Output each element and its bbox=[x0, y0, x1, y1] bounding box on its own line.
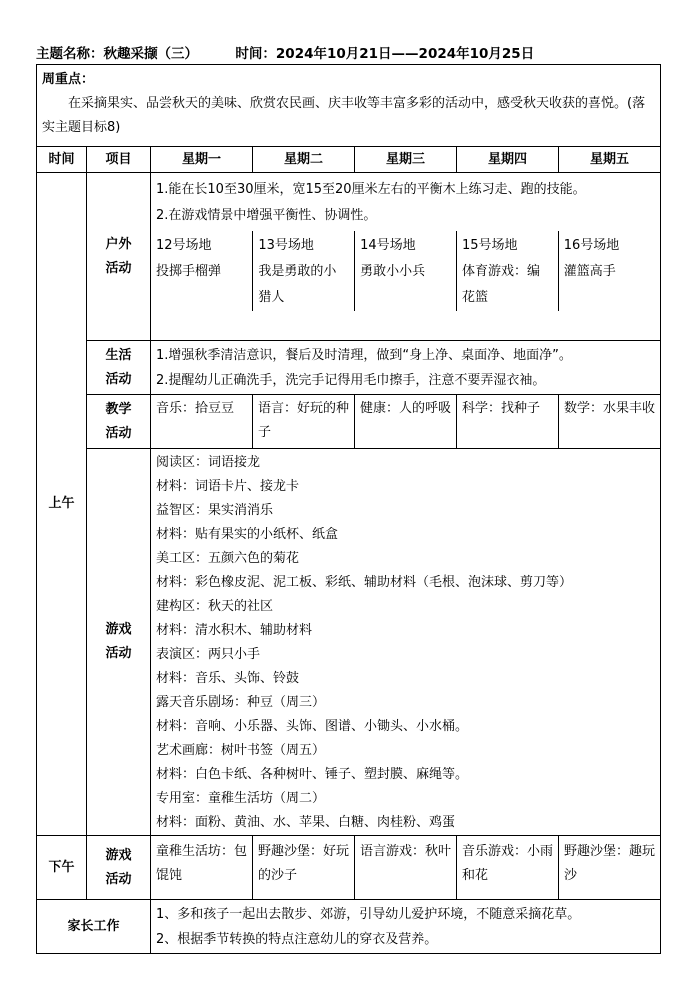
outdoor-thursday: 15号场地 体育游戏：编花篮 bbox=[456, 231, 558, 311]
afternoon-row bbox=[37, 836, 661, 900]
afternoon-wednesday: 语言游戏：秋叶 bbox=[355, 836, 457, 900]
theme-label: 主题名称： bbox=[36, 46, 104, 62]
time-label: 时间： bbox=[235, 46, 276, 62]
games-cell bbox=[151, 449, 661, 836]
time-value: 2024年10月21日——2024年10月25日 bbox=[275, 46, 535, 62]
focus-label: 周重点： bbox=[42, 72, 95, 87]
parents-line-1: 1、多和孩子一起出去散步、郊游，引导幼儿爱护环境，不随意采摘花草。 bbox=[156, 907, 581, 922]
focus-text: 在采摘果实、品尝秋天的美味、欣赏农民画、庆丰收等丰富多彩的活动中，感受秋天收获的喜悦。(落实主题目标8) bbox=[42, 96, 646, 135]
games-line: 阅读区：词语接龙 bbox=[156, 455, 261, 470]
column-header-row bbox=[37, 147, 661, 173]
teaching-tuesday: 语言：好玩的种子 bbox=[253, 395, 355, 449]
life-row bbox=[37, 341, 661, 395]
col-time: 时间 bbox=[37, 147, 87, 173]
outdoor-label-text: 户外活动 bbox=[105, 236, 132, 276]
afternoon-thursday: 音乐游戏：小雨和花 bbox=[457, 836, 559, 900]
focus-row bbox=[37, 65, 661, 147]
games-line: 材料：音响、小乐器、头饰、图谱、小锄头、小水桶。 bbox=[156, 719, 469, 734]
col-item: 项目 bbox=[87, 147, 151, 173]
afternoon-games-label: 游戏活动 bbox=[87, 836, 151, 900]
focus-cell bbox=[37, 65, 661, 147]
morning-label: 上午 bbox=[37, 173, 87, 836]
teaching-label: 教学活动 bbox=[87, 395, 151, 449]
games-line: 艺术画廊：树叶书签（周五） bbox=[156, 743, 326, 758]
parents-cell bbox=[151, 900, 661, 954]
outdoor-row bbox=[37, 173, 661, 341]
life-label: 生活活动 bbox=[87, 341, 151, 395]
games-line: 材料：彩色橡皮泥、泥工板、彩纸、辅助材料（毛根、泡沫球、剪刀等） bbox=[156, 575, 573, 590]
afternoon-tuesday: 野趣沙堡：好玩的沙子 bbox=[253, 836, 355, 900]
games-line: 建构区：秋天的社区 bbox=[156, 599, 274, 614]
outdoor-tuesday: 13号场地 我是勇敢的小猎人 bbox=[253, 231, 355, 311]
outdoor-cell bbox=[151, 173, 661, 341]
parents-line-2: 2、根据季节转换的特点注意幼儿的穿衣及营养。 bbox=[156, 932, 438, 947]
games-line: 露天音乐剧场：种豆（周三） bbox=[156, 695, 326, 710]
life-line-1: 1.增强秋季清洁意识，餐后及时清理，做到“身上净、桌面净、地面净”。 bbox=[156, 348, 572, 363]
teaching-thursday: 科学：找种子 bbox=[457, 395, 559, 449]
games-line: 材料：面粉、黄油、水、苹果、白糖、肉桂粉、鸡蛋 bbox=[156, 815, 456, 830]
schedule-table bbox=[36, 64, 661, 954]
games-line: 专用室：童稚生活坊（周二） bbox=[156, 791, 326, 806]
life-line-2: 2.提醒幼儿正确洗手，洗完手记得用毛巾擦手，注意不要弄湿衣袖。 bbox=[156, 373, 546, 388]
teaching-row bbox=[37, 395, 661, 449]
col-monday: 星期一 bbox=[151, 147, 253, 173]
games-line: 益智区：果实消消乐 bbox=[156, 503, 274, 518]
outdoor-monday: 12号场地 投掷手榴弹 bbox=[151, 231, 253, 311]
theme-value: 秋趣采撷（三） bbox=[103, 46, 198, 62]
games-line: 材料：白色卡纸、各种树叶、锤子、塑封膜、麻绳等。 bbox=[156, 767, 469, 782]
games-row bbox=[37, 449, 661, 836]
page-header bbox=[36, 42, 660, 64]
games-line: 材料：音乐、头饰、铃鼓 bbox=[156, 671, 300, 686]
col-tuesday: 星期二 bbox=[253, 147, 355, 173]
teaching-monday: 音乐：拾豆豆 bbox=[151, 395, 253, 449]
col-wednesday: 星期三 bbox=[355, 147, 457, 173]
games-line: 美工区：五颜六色的菊花 bbox=[156, 551, 300, 566]
games-line: 材料：贴有果实的小纸杯、纸盒 bbox=[156, 527, 339, 542]
outdoor-days bbox=[151, 231, 660, 311]
outdoor-goal-1: 1.能在长10至30厘米，宽15至20厘米左右的平衡木上练习走、跑的技能。 bbox=[156, 182, 586, 197]
parents-row bbox=[37, 900, 661, 954]
outdoor-wednesday: 14号场地 勇敢小小兵 bbox=[355, 231, 457, 311]
outdoor-goals bbox=[151, 173, 660, 231]
parents-label: 家长工作 bbox=[37, 900, 151, 954]
outdoor-label bbox=[87, 173, 151, 341]
afternoon-monday: 童稚生活坊：包馄饨 bbox=[151, 836, 253, 900]
outdoor-goal-2: 2.在游戏情景中增强平衡性、协调性。 bbox=[156, 208, 377, 223]
games-label: 游戏活动 bbox=[87, 449, 151, 836]
col-thursday: 星期四 bbox=[457, 147, 559, 173]
teaching-friday: 数学：水果丰收 bbox=[559, 395, 661, 449]
life-cell bbox=[151, 341, 661, 395]
outdoor-friday: 16号场地 灌篮高手 bbox=[558, 231, 660, 311]
teaching-wednesday: 健康：人的呼吸 bbox=[355, 395, 457, 449]
afternoon-label: 下午 bbox=[37, 836, 87, 900]
afternoon-friday: 野趣沙堡：趣玩沙 bbox=[559, 836, 661, 900]
games-line: 表演区：两只小手 bbox=[156, 647, 261, 662]
games-line: 材料：词语卡片、接龙卡 bbox=[156, 479, 300, 494]
col-friday: 星期五 bbox=[559, 147, 661, 173]
games-line: 材料：清水积木、辅助材料 bbox=[156, 623, 313, 638]
